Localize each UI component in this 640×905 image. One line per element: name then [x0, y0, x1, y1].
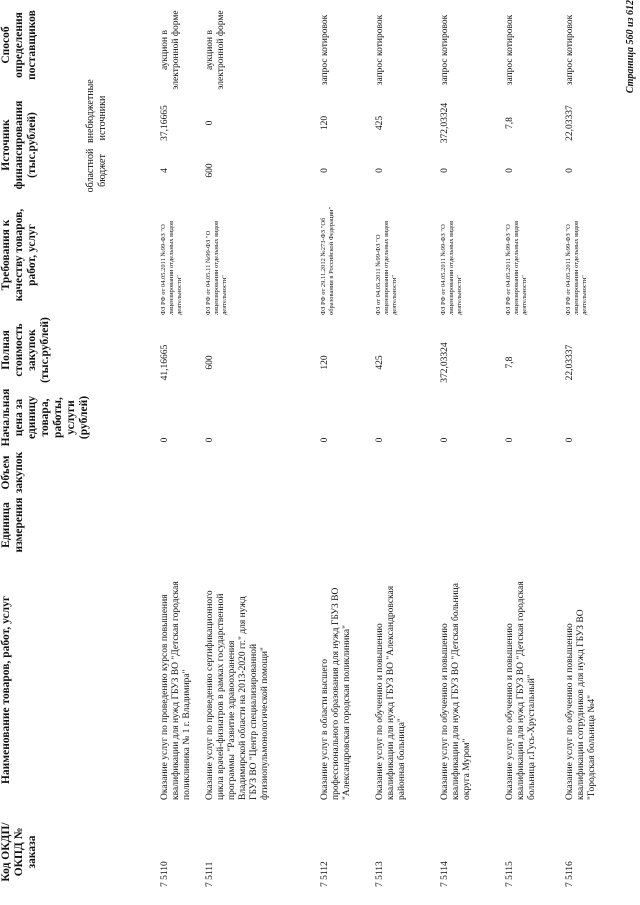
row-requirements: ФЗ РФ от 04.05.11 №99-ФЗ "О лицензировании отдельных видов деятельности" [205, 220, 228, 315]
page-number: Страница 560 из 612 [625, 0, 636, 94]
row-method: запрос котировок [375, 14, 385, 86]
row-code: 7 5116 [565, 861, 575, 887]
row-requirements: ФЗ РФ от 04.05.2011 №99-ФЗ "О лицензировании отдельных видов деятельности" [505, 220, 528, 315]
row-name: Оказание услуг по обучению и повышению квалификации для нужд ГБУЗ ВО "Детская городская больница г.Гусь-Хрустальный" [505, 581, 537, 800]
header-price: Начальная цена за единицу товара, работы, услуги (рублей) [0, 388, 90, 447]
row-regional: 0 [505, 168, 515, 173]
row-extrabudget: 0 [205, 120, 215, 126]
row-price: 0 [320, 437, 330, 443]
row-requirements: ФЗ РФ от 04.05.2011 №99-ФЗ "О лицензировании отдельных видов деятельности" [160, 220, 183, 315]
row-method: запрос котировок [565, 14, 575, 86]
row-extrabudget: 425 [375, 115, 385, 131]
row-code: 7 5114 [440, 861, 450, 887]
header-total: Полная стоимость закупок (тыс.рублей) [0, 317, 51, 383]
row-method: запрос котировок [505, 14, 515, 86]
row-name: Оказание услуг по обучению и повышению квалификации для нужд ГБУЗ ВО "Александровская районная больница" [375, 585, 407, 800]
row-code: 7 5112 [320, 861, 330, 887]
row-price: 0 [505, 437, 515, 443]
header-unit: Единица измерения [0, 497, 25, 553]
row-extrabudget: 37,16665 [160, 105, 170, 141]
row-regional: 0 [320, 168, 330, 173]
row-extrabudget: 120 [320, 115, 330, 131]
header-requirements: Требования к качеству товаров, работ, услуг [0, 208, 38, 302]
row-method: запрос котировок [440, 14, 450, 86]
row-extrabudget: 7,8 [505, 117, 515, 129]
table-header [0, 0, 155, 905]
row-extrabudget: 372,03324 [440, 102, 450, 144]
row-name: Оказание услуг по обучению и повышению квалификации сотрудников для нужд ГБУЗ ВО "Городская больница №4" [565, 609, 597, 800]
row-name: Оказание услуг в области высшего профессионального образования для нужд ГБУЗ ВО "Александровская городская поликлиника" [320, 587, 352, 800]
row-method: запрос котировок [320, 14, 330, 86]
row-price: 0 [205, 437, 215, 443]
row-requirements: ФЗ РФ от 29.11.2012 №273-ФЗ "Об образовании в Российской Федерации" [320, 206, 335, 315]
row-name: Оказание услуг по проведению сертификационного цикла врачей-физиатров в рамках государственной программы "Развитие здравоохранения Владимирской области на 2013-2020 гг." для нужд ГБУЗ ВО "Центр специализированной фтизиопульмонологической помощи" [205, 590, 270, 800]
row-regional: 4 [160, 168, 170, 173]
row-method: аукцион в электронной форме [205, 10, 226, 90]
row-total: 372,03324 [440, 342, 450, 383]
row-name: Оказание услуг по проведению курсов повышения квалификации для нужд ГБУЗ ВО "Детская городская поликлиника № 1 г. Владимира" [160, 581, 192, 800]
row-regional: 600 [205, 163, 215, 178]
row-regional: 0 [565, 168, 575, 173]
row-requirements: ФЗ от 04.05.2011 №99-ФЗ "О лицензировании отдельных видов деятельности" [375, 220, 398, 315]
row-name: Оказание услуг по обучению и повышению квалификации для нужд ГБУЗ ВО "Детская больница округа Муром" [440, 583, 472, 800]
row-price: 0 [160, 437, 170, 443]
header-name: Наименование товаров, работ, услуг [0, 595, 12, 785]
header-code: Код ОКДП/ ОКПД № заказа [0, 822, 38, 882]
row-code: 7 5110 [160, 861, 170, 887]
row-total: 120 [320, 355, 330, 370]
row-method: аукцион в электронной форме [160, 10, 181, 90]
row-price: 0 [375, 437, 385, 443]
header-regional: областной бюджет [85, 148, 108, 193]
row-total: 41,16665 [160, 344, 170, 381]
row-total: 22,03337 [565, 344, 575, 381]
row-total: 7,8 [505, 356, 515, 369]
row-extrabudget: 22,03337 [565, 105, 575, 141]
header-method: Способ определения поставщиков [0, 10, 38, 80]
row-code: 7 5115 [505, 861, 515, 887]
row-code: 7 5113 [375, 861, 385, 887]
row-requirements: ФЗ РФ от 04.05.2011 №99-ФЗ "О лицензировании отдельных видов деятельности" [440, 220, 463, 315]
row-requirements: ФЗ РФ от 04.05.2011 №99-ФЗ "О лицензировании отдельных видов деятельности" [565, 220, 588, 315]
row-regional: 0 [375, 168, 385, 173]
row-code: 7 5111 [205, 861, 215, 887]
row-regional: 0 [440, 168, 450, 173]
row-price: 0 [440, 437, 450, 443]
header-extrabudget: внебюджетные источники [85, 79, 108, 143]
header-volume: Объем закупок [0, 451, 25, 494]
row-price: 0 [565, 437, 575, 443]
header-financing: Источник финансирования (тыс.рублей) [0, 100, 38, 190]
row-total: 600 [205, 355, 215, 370]
row-total: 425 [375, 355, 385, 370]
